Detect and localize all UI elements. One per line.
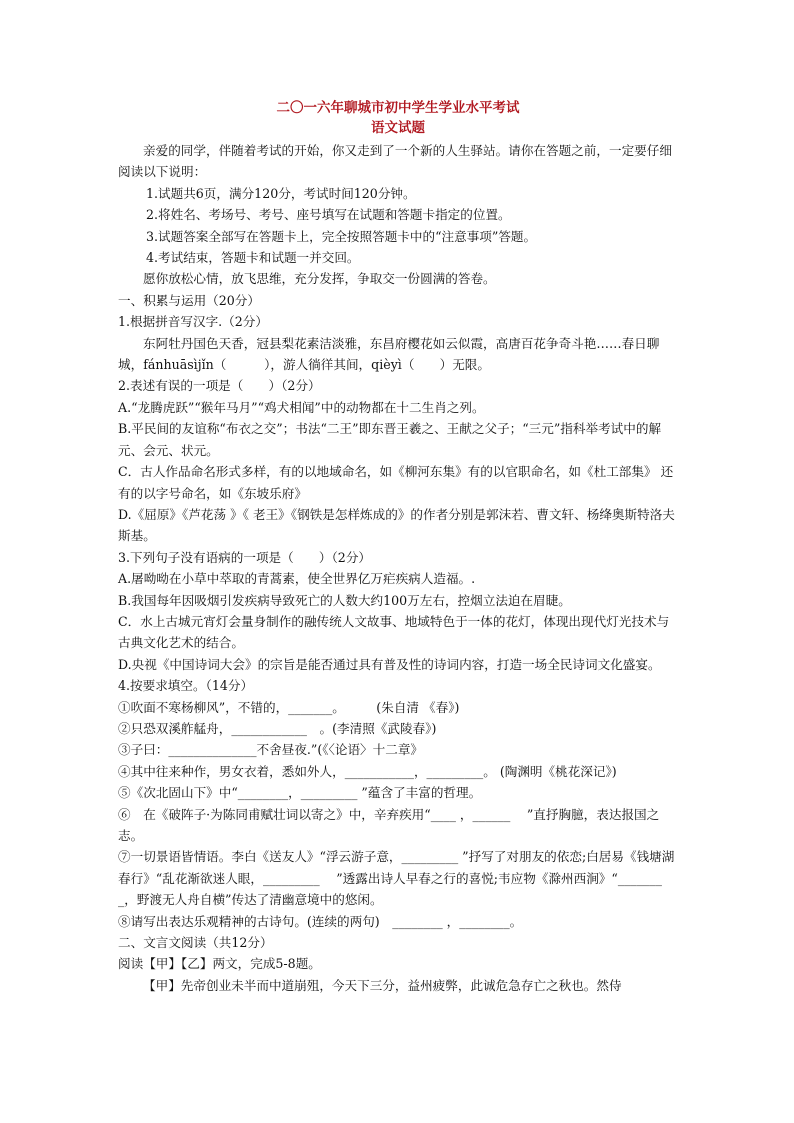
option-c: C．水上古城元宵灯会量身制作的融传统人文故事、地域特色于一体的花灯，体现出现代灯光技术与古典文化艺术的结合。 bbox=[118, 613, 670, 651]
intro-closing: 愿你放松心情，放飞思维，充分发挥，争取交一份圆满的答卷。 bbox=[143, 271, 496, 287]
fill-item: ⑧请写出表达乐观精神的古诗句。(连续的两句) ________ ，________。 bbox=[118, 913, 523, 929]
instruction-item: 4.考试结束，答题卡和试题一并交回。 bbox=[146, 250, 360, 266]
option-b: B.我国每年因吸烟引发疾病导致死亡的人数大约100万左右，控烟立法迫在眉睫。 bbox=[118, 592, 571, 608]
fill-item: ⑤《次北固山下》中“________，_________ ”蕴含了丰富的哲理。 bbox=[118, 785, 482, 801]
question-body: 东阿牡丹国色天香，冠县梨花素洁淡雅，东昌府樱花如云似霞，高唐百花争奇斗艳……春日聊城，fánhuāsìjǐn（ ），游人徜徉其间，qièyì（ ）无限。 bbox=[118, 335, 660, 373]
instruction-item: 3.试题答案全部写在答题卡上，完全按照答题卡中的“注意事项”答题。 bbox=[146, 228, 537, 244]
question-stem: 3.下列句子没有语病的一项是（ ）（2分） bbox=[118, 549, 372, 565]
question-stem: 2.表述有误的一项是（ ）（2分） bbox=[118, 378, 321, 394]
instruction-item: 1.试题共6页，满分120分，考试时间120分钟。 bbox=[146, 185, 416, 201]
fill-item: ⑥ 在《破阵子·为陈同甫赋壮词以寄之》中，辛弃疾用“____ ，______ ”直抒胸臆，表达报国之志。 bbox=[118, 806, 660, 843]
fill-item: ⑦一切景语皆情语。李白《送友人》“浮云游子意，_________ ”抒写了对朋友的依恋;白居易《钱塘湖春行》“乱花渐欲迷人眼，_________ ”透露出诗人早春之行的喜悦;韦应物《滁州西涧》“________，野渡无人舟自横”传达了清幽意境中的悠闲。 bbox=[118, 849, 675, 908]
exam-subtitle: 语文试题 bbox=[371, 120, 425, 136]
fill-item: ①吹面不寒杨柳风”，不错的，_______。 (朱自清 《春》) bbox=[118, 699, 460, 715]
classical-text-jia: 【甲】先帝创业未半而中道崩殂，今天下三分，益州疲弊，此诚危急存亡之秋也。然侍 bbox=[143, 977, 622, 993]
question-stem: 1.根据拼音写汉字.（2分） bbox=[118, 314, 268, 330]
question-stem: 4.按要求填空。（14分） bbox=[118, 678, 254, 694]
option-b: B.平民间的友谊称“布衣之交”；书法“二王”即东晋王羲之、王献之父子；“三元”指科举考试中的解元、会元、状元。 bbox=[118, 421, 662, 458]
option-c: C．古人作品命名形式多样，有的以地域命名，如《柳河东集》有的以官职命名，如《杜工部集》 还有的以字号命名，如《东坡乐府》 bbox=[118, 464, 674, 501]
intro-paragraph: 亲爱的同学，伴随着考试的开始，你又走到了一个新的人生驿站。请你在答题之前，一定要仔细阅读以下说明： bbox=[118, 143, 672, 180]
instruction-item: 2.将姓名、考场号、考号、座号填写在试题和答题卡指定的位置。 bbox=[146, 207, 511, 223]
fill-item: ④其中往来种作，男女衣着，悉如外人，___________，_________。 (陶渊明《桃花深记》) bbox=[118, 763, 617, 779]
section-heading: 二、文言文阅读（共12分） bbox=[118, 935, 273, 951]
fill-item: ③子曰：______________不舍昼夜.”(《〈论语〉十二章》 bbox=[118, 742, 424, 758]
option-a: A.屠呦呦在小草中萃取的青蒿素，使全世界亿万疟疾病人造福。. bbox=[118, 571, 476, 587]
exam-title: 二〇一六年聊城市初中学生学业水平考试 bbox=[276, 100, 520, 116]
option-d: D.《屈原》《芦花荡 》《 老王》《钢铁是怎样炼成的》的作者分别是郭沫若、曹文轩、杨绛奥斯特洛夫斯基。 bbox=[118, 506, 675, 544]
exam-page bbox=[118, 98, 678, 996]
option-d: D.央视《中国诗词大会》的宗旨是能否通过具有普及性的诗词内容，打造一场全民诗词文化盛宴。 bbox=[118, 656, 661, 672]
reading-lead: 阅读【甲】【乙】两文，完成5-8题。 bbox=[118, 956, 321, 972]
option-a: A.“龙腾虎跃”“猴年马月”“鸡犬相闻”中的动物都在十二生肖之列。 bbox=[118, 399, 485, 415]
fill-item: ②只恐双溪舴艋舟，____________ 。(李清照《武陵春》) bbox=[118, 720, 437, 736]
section-heading: 一、积累与运用（20分） bbox=[118, 292, 260, 308]
